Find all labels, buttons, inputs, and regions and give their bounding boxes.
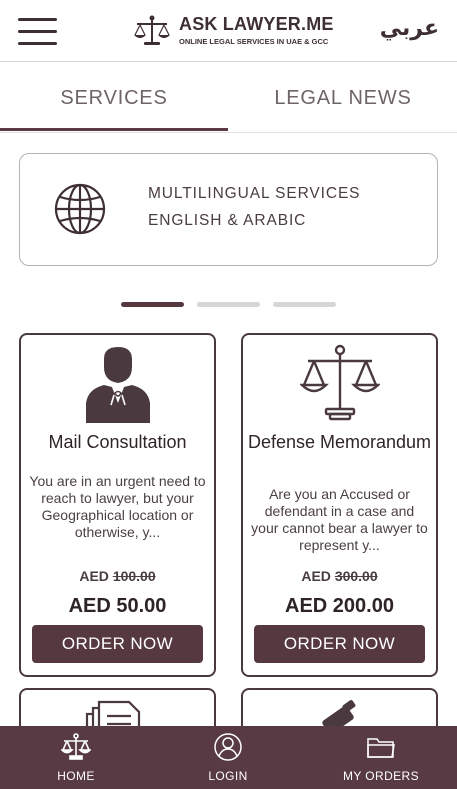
old-price [21,568,214,584]
banner-line-1: MULTILINGUAL SERVICES [148,185,361,202]
globe-icon [53,182,107,236]
scales-of-justice-icon [300,343,380,423]
language-toggle[interactable]: عربي [379,16,439,41]
old-price-value: 100.00 [112,568,156,584]
menu-icon[interactable] [18,18,57,46]
tab-active-indicator [0,128,228,131]
logo-subtitle: ONLINE LEGAL SERVICES IN UAE & GCC [179,37,329,46]
order-now-button[interactable]: ORDER NOW [254,625,425,663]
lawyer-icon [78,343,158,423]
bottom-navigation [0,726,457,789]
card-title: Mail Consultation [48,432,187,452]
carousel-dot-3[interactable] [273,302,336,307]
card-title: Defense Memorandum [247,432,432,452]
promo-banner[interactable] [19,153,438,266]
tab-legal-news[interactable]: LEGAL NEWS [274,86,412,109]
service-card-mail-consultation[interactable] [19,333,216,677]
old-price-value: 300.00 [334,568,378,584]
app-header [0,0,457,62]
order-now-button[interactable]: ORDER NOW [32,625,203,663]
user-icon [213,733,243,761]
carousel-dot-1[interactable] [121,302,184,307]
current-price: AED 50.00 [68,595,167,617]
tab-bar [0,63,457,133]
service-card-defense-memorandum[interactable] [241,333,438,677]
banner-line-2: ENGLISH & ARABIC [148,212,307,229]
nav-my-orders-label: MY ORDERS [342,769,420,783]
nav-login[interactable] [152,726,304,789]
nav-my-orders[interactable] [305,726,457,789]
card-description: Are you an Accused or defendant in a case and your cannot bear a lawyer to represent y... [251,486,428,553]
app-logo[interactable] [133,12,343,52]
logo-title: ASK LAWYER.ME [179,14,334,34]
scales-icon [61,733,91,761]
nav-login-label: LOGIN [208,769,248,783]
folder-icon [366,733,396,761]
current-price: AED 200.00 [285,595,394,617]
card-description: You are in an urgent need to reach to lawyer, but your Geographical location or otherwise, y... [29,473,206,540]
old-price-currency: AED [301,568,331,584]
nav-home-label: HOME [57,769,95,783]
old-price-currency: AED [79,568,109,584]
nav-home[interactable] [0,726,152,789]
tab-services[interactable]: SERVICES [60,86,168,109]
logo-scales-icon [133,14,171,48]
old-price [243,568,436,584]
carousel-dot-2[interactable] [197,302,260,307]
